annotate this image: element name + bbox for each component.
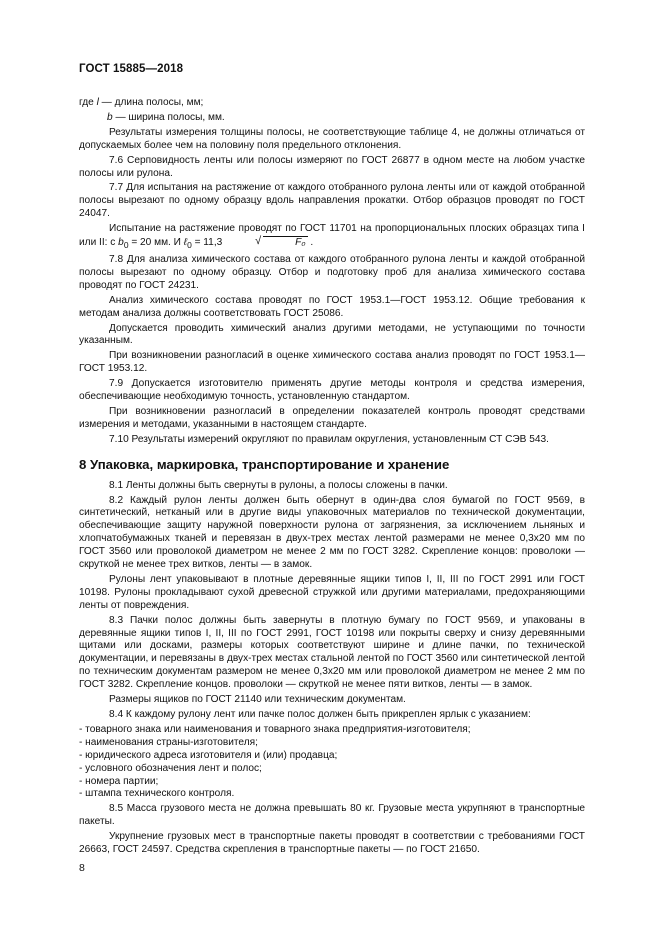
definition-width [79, 112, 585, 125]
tensile-text-c: = 20 мм. И [128, 237, 184, 249]
subscript-0: 0 [123, 240, 129, 251]
list-item: - условного обозначения лент и полос; [79, 762, 262, 774]
document-code-header: ГОСТ 15885—2018 [79, 63, 184, 75]
list-item: - штампа технического контроля. [79, 788, 235, 800]
paragraph-tensile-test [79, 223, 585, 252]
paragraph-other-methods: Допускается проводить химический анализ другими методами, не уступающими по точности указанным. [79, 322, 585, 347]
label-requirements-list [79, 724, 585, 801]
paragraph-7-8: 7.8 Для анализа химического состава от каждого отобранного рулона ленты и каждой отобранной полосы вырезают по одному образцу. Отбор и подготовку проб для анализа химического состава проводят по ГОСТ 24231. [79, 254, 585, 291]
paragraph-dispute-indicators: При возникновении разногласий в определении показателей контроль проводят средствами измерения и методами, указанными в настоящем стандарте. [79, 405, 585, 430]
paragraph-thickness-results: Результаты измерения толщины полосы, не соответствующие таблице 4, не должны отличаться от допускаемых более чем на половину поля предельного отклонения. [79, 126, 585, 151]
symbol-b0: b [118, 237, 124, 249]
paragraph-7-9: 7.9 Допускается изготовителю применять другие методы контроля и средства измерения, обеспечивающие необходимую точность, установленную стандартом. [79, 378, 585, 403]
symbol-l: l [96, 97, 99, 108]
list-item: - товарного знака или наименования и товарного знака предприятия-изготовителя; [79, 723, 471, 735]
definition-length-text: — длина полосы, мм; [98, 97, 204, 108]
paragraph-7-6: 7.6 Серповидность ленты или полосы измеряют по ГОСТ 26877 в одном месте на любом участке полосы или рулона. [79, 154, 585, 179]
list-item: - номера партии; [79, 775, 159, 787]
paragraph-8-3: 8.3 Пачки полос должны быть завернуты в плотную бумагу по ГОСТ 9569, и упакованы в деревянные ящики типов I, II, III по ГОСТ 2991, ГОСТ 10198 или покрыты сверху и снизу деревянными щитами или досками, размеры которых соответствуют ширине и длине пачки, по технической документации, и перевязаны в двух-трех местах стальной лентой по ГОСТ 3560 или синтетической лентой по техническим документам размером не менее 0,3х20 мм или проволокой диаметром не менее 2 мм по ГОСТ 3282. Скрепление концов. проволоки — скруткой не менее пяти витков, ленты — в замок. [79, 614, 585, 691]
paragraph-7-7: 7.7 Для испытания на растяжение от каждого отобранного рулона ленты или от каждой отобранной полосы вырезают по одному образцу вдоль направления прокатки. Отбор образцов проводят по ГОСТ 24047. [79, 182, 585, 220]
paragraph-consolidation: Укрупнение грузовых мест в транспортные пакеты проводят в соответствии с требованиями ГОСТ 26663, ГОСТ 24597. Средства скрепления в транспортные пакеты — по ГОСТ 21650. [79, 831, 585, 856]
subscript-0b: 0 [187, 240, 192, 251]
list-item: - наименования страны-изготовителя; [79, 736, 258, 748]
paragraph-7-10: 7.10 Результаты измерений округляют по правилам округления, установленным СТ СЭВ 543. [109, 433, 549, 445]
symbol-b: b [107, 111, 113, 123]
list-item: - юридического адреса изготовителя и (или) продавца; [79, 749, 338, 761]
tensile-text-end: . [307, 237, 314, 249]
paragraph-rolls-packing: Рулоны лент упаковывают в плотные деревянные ящики типов I, II, III по ГОСТ 2991 или ГОСТ 10198. Рулоны прокладывают сухой древесной стружкой или другими материалами, предохраняющими ленты от повреждения. [79, 573, 585, 611]
tensile-text-a: Испытание на растяжение проводят по ГОСТ 11701 на пропорциональных плоских образцах типа I или II: с [79, 223, 585, 249]
section-8-title: 8 Упаковка, маркировка, транспортирование и хранение [79, 456, 450, 472]
paragraph-8-5: 8.5 Масса грузового места не должна превышать 80 кг. Грузовые места укрупняют в транспортные пакеты. [79, 803, 585, 828]
paragraph-box-sizes: Размеры ящиков по ГОСТ 21140 или техническим документам. [109, 694, 406, 706]
definition-length [79, 97, 585, 110]
paragraph-8-1: 8.1 Ленты должны быть свернуты в рулоны, а полосы сложены в пачки. [109, 479, 448, 491]
symbol-l0: ℓ [183, 237, 188, 249]
square-root-formula [225, 236, 307, 250]
page-number: 8 [79, 862, 85, 874]
tensile-text-d: = 11,3 [191, 237, 226, 249]
radical-sign-icon: √ [255, 235, 262, 248]
paragraph-8-4: 8.4 К каждому рулону лент или пачке полос должен быть прикреплен ярлык с указанием: [109, 709, 531, 720]
definition-width-text: — ширина полосы, мм. [112, 111, 225, 123]
radicand: F₀ [263, 236, 307, 250]
paragraph-dispute-chemical: При возникновении разногласий в оценке химического состава анализ проводят по ГОСТ 1953.1—ГОСТ 1953.12. [79, 350, 585, 375]
document-body [79, 97, 585, 859]
definition-prefix: где [79, 97, 97, 108]
paragraph-8-2: 8.2 Каждый рулон ленты должен быть обернут в один-два слоя бумагой по ГОСТ 9569, в синтетический, нетканый или в другие виды упаковочных материалов по технической документации, обеспечивающие защиту наружной поверхности рулона от загрязнения, за исключением льняных и хлопчатобумажных тканей и перевязан в двух-трех местах лентой размерами не менее 0,3х20 мм по ГОСТ 3560 или проволокой диаметром не менее 2 мм по ГОСТ 3282. Скрепление концов: проволоки — скруткой не менее трех витков, ленты — в замок. [79, 494, 585, 571]
paragraph-chemical-analysis: Анализ химического состава проводят по ГОСТ 1953.1—ГОСТ 1953.12. Общие требования к методам анализа должны соответствовать ГОСТ 25086. [79, 294, 585, 319]
